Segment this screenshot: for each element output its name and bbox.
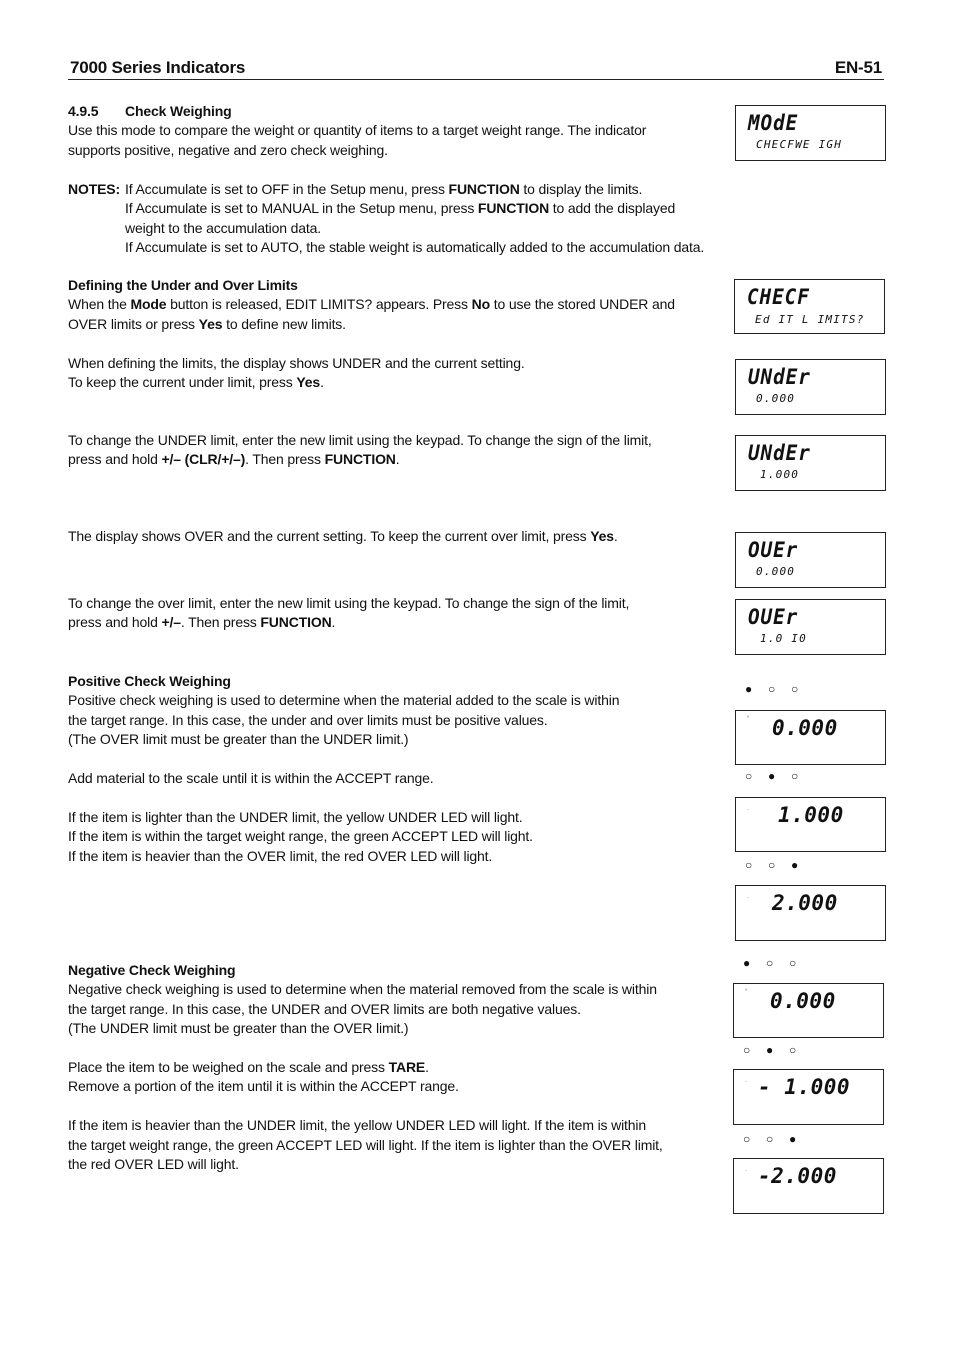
paragraph: Place the item to be weighed on the scale and press TARE. (68, 1059, 429, 1076)
paragraph: the red OVER LED will light. (68, 1156, 239, 1173)
accept-led-icon: ○ (768, 682, 776, 696)
paragraph: (The UNDER limit must be greater than the OVER limit.) (68, 1020, 409, 1037)
negative-display-accept (733, 1069, 884, 1125)
paragraph: (The OVER limit must be greater than the UNDER limit.) (68, 731, 409, 748)
paragraph: To change the UNDER limit, enter the new limit using the keypad. To change the sign of the limit, (68, 432, 652, 448)
indicator-dot-icon: · (747, 807, 749, 813)
negative-display-over (733, 1158, 884, 1214)
indicator-dot-icon: ° (745, 989, 748, 995)
note-line: If Accumulate is set to AUTO, the stable weight is automatically added to the accumulation data. (125, 239, 705, 256)
negative-block (68, 961, 718, 1174)
paragraph: Remove a portion of the item until it is within the ACCEPT range. (68, 1078, 459, 1095)
paragraph: Negative check weighing is used to determine when the material removed from the scale is within (68, 981, 657, 998)
under-led-icon: ○ (743, 1043, 751, 1057)
display-weight: - 1.000 (758, 1075, 851, 1099)
paragraph: press and hold +/–. Then press FUNCTION. (68, 614, 336, 631)
limits-over-text (68, 527, 728, 546)
over-display-new (735, 599, 886, 655)
subsection-title: Positive Check Weighing (68, 673, 231, 689)
limits-block (68, 276, 708, 334)
accept-led-icon: ○ (766, 956, 774, 970)
indicator-dot-icon: ° (747, 716, 750, 722)
display-main-text: UNdEr (748, 441, 811, 465)
paragraph: When defining the limits, the display shows UNDER and the current setting. (68, 355, 525, 371)
note-line: If Accumulate is set to OFF in the Setup menu, press FUNCTION to display the limits. (125, 181, 643, 197)
section-intro (68, 102, 708, 160)
over-led-icon: ○ (789, 1043, 797, 1057)
subsection-title: Defining the Under and Over Limits (68, 277, 298, 293)
limits-change-over-text (68, 594, 708, 633)
accept-led-icon: ● (766, 1043, 774, 1057)
display-sub-text: 0.000 (756, 392, 796, 405)
display-weight: -2.000 (758, 1164, 837, 1188)
display-weight: 0.000 (770, 989, 836, 1013)
notes-block (68, 180, 748, 258)
led-row-accept-lit (745, 769, 814, 783)
check-display (734, 279, 885, 334)
under-led-icon: ○ (745, 858, 753, 872)
led-row-accept-lit (743, 1043, 812, 1057)
page-number: EN-51 (834, 58, 882, 77)
paragraph: OVER limits or press Yes to define new limits. (68, 315, 346, 332)
positive-display-over (735, 885, 886, 941)
mode-display (735, 105, 886, 161)
display-sub-text: 1.000 (760, 468, 800, 481)
limits-change-under-text (68, 431, 708, 470)
display-weight: 2.000 (772, 891, 838, 915)
limits-under-text (68, 354, 708, 393)
paragraph: the target range. In this case, the UNDER and OVER limits are both negative values. (68, 1000, 581, 1017)
display-main-text: OUEr (748, 538, 799, 562)
accept-led-icon: ○ (766, 1132, 774, 1146)
under-display-new (735, 435, 886, 491)
intro-line: Use this mode to compare the weight or quantity of items to a target weight range. The indicator (68, 122, 647, 139)
display-weight: 0.000 (772, 716, 838, 740)
display-main-text: MOdE (748, 111, 799, 135)
paragraph: If the item is within the target weight range, the green ACCEPT LED will light. (68, 828, 533, 845)
led-row-under-lit (743, 956, 812, 970)
display-weight: 1.000 (778, 803, 844, 827)
led-row-over-lit (743, 1132, 812, 1146)
paragraph: To keep the current under limit, press Yes. (68, 374, 324, 391)
intro-line: supports positive, negative and zero check weighing. (68, 141, 388, 158)
over-led-icon: ● (789, 1132, 797, 1146)
led-row-over-lit (745, 858, 814, 872)
under-display-current (735, 359, 886, 415)
positive-display-accept (735, 797, 886, 852)
paragraph: Add material to the scale until it is within the ACCEPT range. (68, 770, 434, 787)
under-led-icon: ○ (743, 1132, 751, 1146)
over-display-current (735, 532, 886, 588)
over-led-icon: ● (791, 858, 799, 872)
display-sub-text: CHECFWE IGH (756, 138, 843, 151)
under-led-icon: ○ (745, 769, 753, 783)
paragraph: Positive check weighing is used to determine when the material added to the scale is within (68, 692, 620, 709)
negative-display-under (733, 983, 884, 1038)
note-line: weight to the accumulation data. (125, 219, 321, 236)
over-led-icon: ○ (789, 956, 797, 970)
accept-led-icon: ● (768, 769, 776, 783)
paragraph: the target weight range, the green ACCEPT LED will light. If the item is lighter than the OVER limit, (68, 1136, 663, 1153)
paragraph: the target range. In this case, the under and over limits must be positive values. (68, 711, 548, 728)
display-main-text: OUEr (748, 605, 799, 629)
display-sub-text: 1.0 I0 (760, 632, 807, 645)
paragraph: The display shows OVER and the current setting. To keep the current over limit, press Yes. (68, 528, 618, 544)
paragraph: If the item is heavier than the OVER limit, the red OVER LED will light. (68, 847, 493, 864)
paragraph: If the item is lighter than the UNDER limit, the yellow UNDER LED will light. (68, 808, 523, 825)
notes-label: NOTES: (68, 181, 120, 197)
manual-title: 7000 Series Indicators (70, 58, 246, 77)
subsection-title: Negative Check Weighing (68, 962, 236, 978)
paragraph: When the Mode button is released, EDIT LIMITS? appears. Press No to use the stored UNDER and (68, 296, 675, 313)
display-sub-text: 0.000 (756, 565, 796, 578)
display-sub-text: Ed IT L IMITS? (755, 313, 865, 326)
note-line: If Accumulate is set to MANUAL in the Setup menu, press FUNCTION to add the displayed (125, 200, 676, 217)
section-number: 4.9.5 (68, 103, 99, 119)
display-main-text: CHECF (747, 285, 810, 309)
positive-block (68, 672, 708, 866)
under-led-icon: ● (743, 956, 751, 970)
display-main-text: UNdEr (748, 365, 811, 389)
over-led-icon: ○ (791, 682, 799, 696)
over-led-icon: ○ (791, 769, 799, 783)
indicator-dot-icon: · (745, 1079, 747, 1085)
indicator-dot-icon: · (747, 895, 749, 901)
under-led-icon: ● (745, 682, 753, 696)
paragraph: If the item is heavier than the UNDER limit, the yellow UNDER LED will light. If the item is within (68, 1117, 647, 1134)
accept-led-icon: ○ (768, 858, 776, 872)
paragraph: press and hold +/– (CLR/+/–). Then press FUNCTION. (68, 451, 400, 468)
positive-display-under (735, 710, 886, 765)
indicator-dot-icon: · (745, 1168, 747, 1174)
paragraph: To change the over limit, enter the new limit using the keypad. To change the sign of the limit, (68, 595, 630, 611)
section-title: Check Weighing (125, 103, 232, 119)
page-header (68, 58, 884, 80)
led-row-under-lit (745, 682, 814, 696)
